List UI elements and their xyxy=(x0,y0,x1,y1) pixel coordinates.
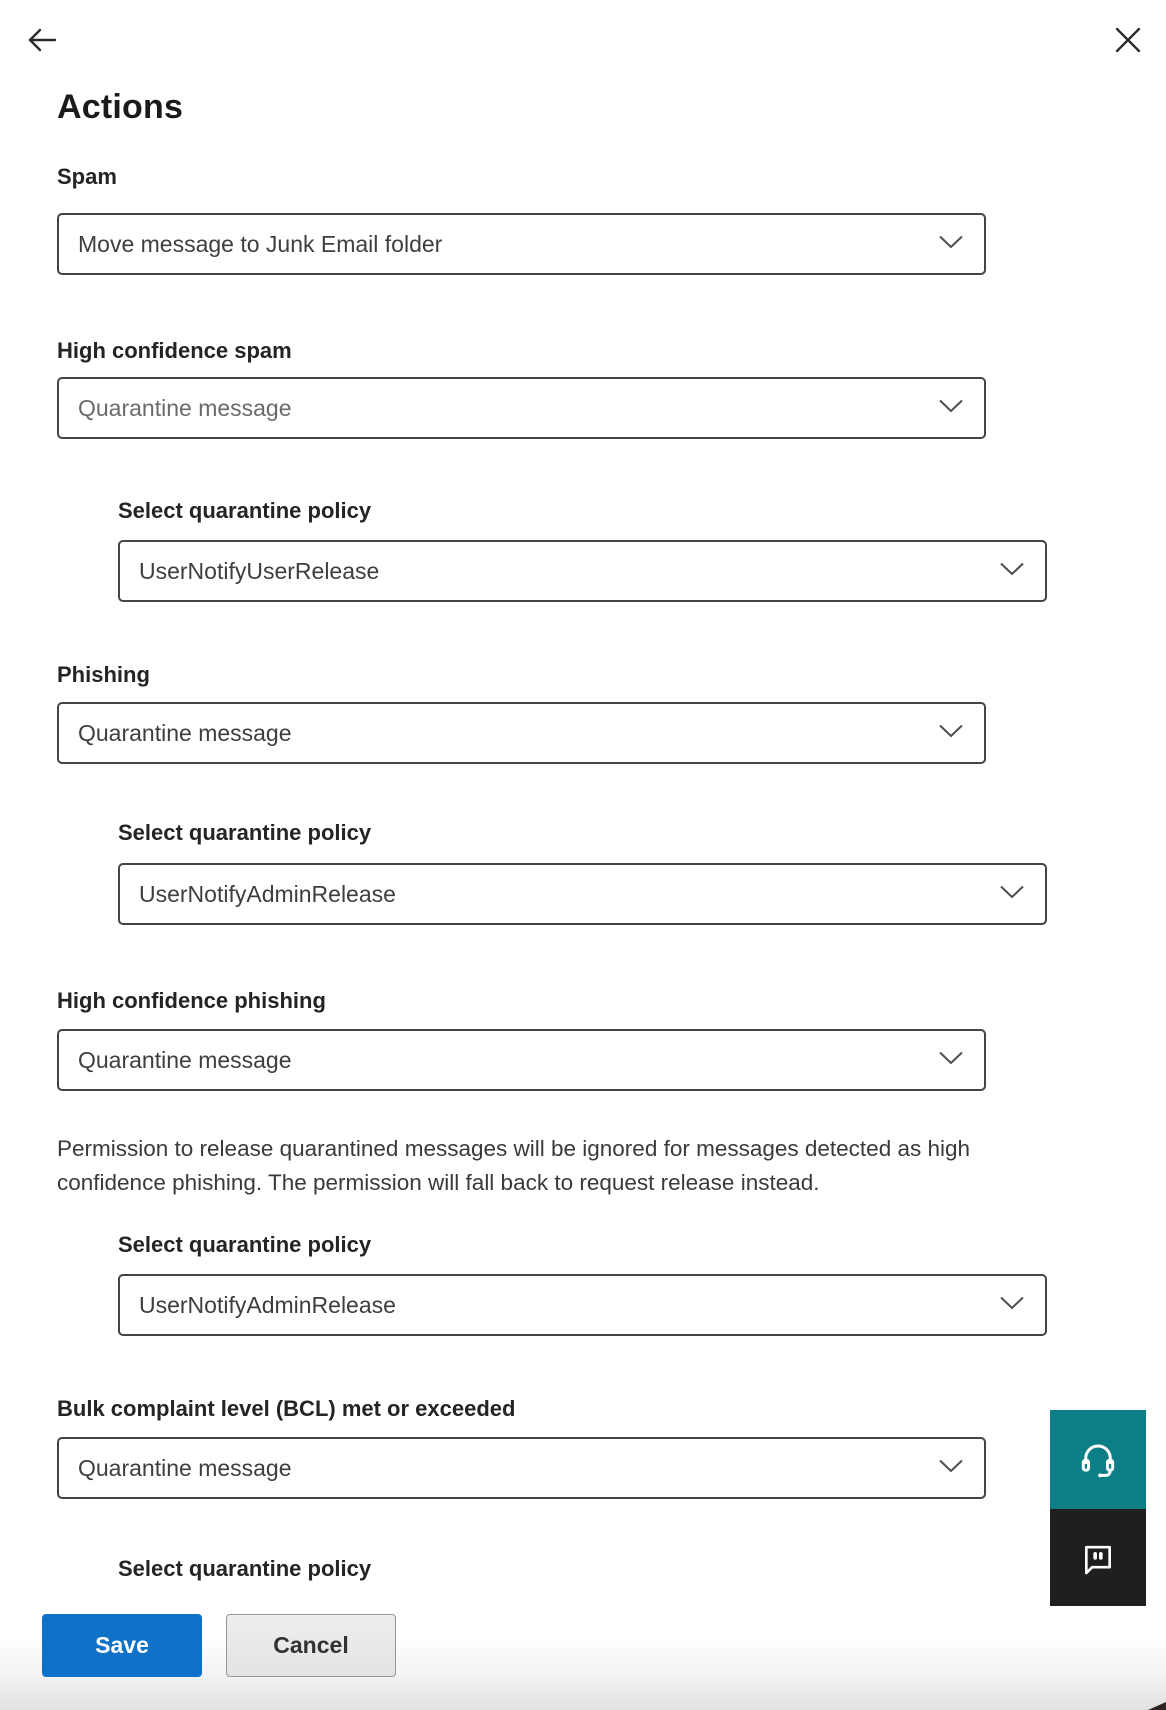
hcp-quarantine-policy-dropdown[interactable] xyxy=(118,1274,1047,1336)
chevron-down-icon xyxy=(999,1296,1025,1315)
back-arrow-icon xyxy=(24,22,60,58)
chevron-down-icon xyxy=(938,724,964,743)
phishing-quarantine-policy-dropdown[interactable] xyxy=(118,863,1047,925)
chevron-down-icon xyxy=(938,399,964,418)
chevron-down-icon xyxy=(999,885,1025,904)
hcp-quarantine-policy-label: Select quarantine policy xyxy=(118,1232,372,1257)
high-confidence-spam-dropdown[interactable] xyxy=(57,377,986,439)
hcs-quarantine-policy-dropdown[interactable] xyxy=(118,540,1047,602)
hcp-quarantine-policy-value: UserNotifyAdminRelease xyxy=(139,1291,396,1318)
support-button[interactable] xyxy=(1050,1410,1146,1509)
hcs-quarantine-policy-label: Select quarantine policy xyxy=(118,498,372,523)
hcs-quarantine-policy-value: UserNotifyUserRelease xyxy=(139,557,380,584)
hcp-permission-note: Permission to release quarantined messages will be ignored for messages detected as high confidence phishing. The permission will fall back to request release instead. xyxy=(57,1136,971,1195)
high-confidence-phishing-value: Quarantine message xyxy=(78,1046,292,1073)
cancel-button[interactable]: Cancel xyxy=(226,1614,396,1677)
close-button[interactable] xyxy=(1106,18,1150,62)
page-title: Actions xyxy=(57,88,184,126)
phishing-action-value: Quarantine message xyxy=(78,719,292,746)
footer-bar xyxy=(0,1584,1166,1710)
phishing-label: Phishing xyxy=(57,662,150,687)
close-icon xyxy=(1113,25,1143,55)
chevron-down-icon xyxy=(938,1051,964,1070)
phishing-action-dropdown[interactable] xyxy=(57,702,986,764)
bcl-quarantine-policy-label-clipped: Select quarantine policy xyxy=(118,1556,372,1581)
bcl-action-dropdown[interactable] xyxy=(57,1437,986,1499)
chevron-down-icon xyxy=(999,562,1025,581)
spam-action-value: Move message to Junk Email folder xyxy=(78,230,443,257)
phishing-quarantine-policy-value: UserNotifyAdminRelease xyxy=(139,880,396,907)
high-confidence-phishing-label: High confidence phishing xyxy=(57,988,326,1013)
high-confidence-spam-label: High confidence spam xyxy=(57,338,292,363)
high-confidence-spam-value: Quarantine message xyxy=(78,394,292,421)
chevron-down-icon xyxy=(938,1459,964,1478)
chevron-down-icon xyxy=(938,235,964,254)
bcl-action-value: Quarantine message xyxy=(78,1454,292,1481)
feedback-button[interactable] xyxy=(1050,1509,1146,1606)
back-button[interactable] xyxy=(20,18,64,62)
save-button[interactable]: Save xyxy=(42,1614,202,1677)
headset-icon xyxy=(1077,1439,1119,1481)
phishing-quarantine-policy-label: Select quarantine policy xyxy=(118,820,372,845)
feedback-chat-icon xyxy=(1078,1538,1118,1578)
spam-action-dropdown[interactable] xyxy=(57,213,986,275)
spam-label: Spam xyxy=(57,164,117,189)
bcl-label: Bulk complaint level (BCL) met or exceeded xyxy=(57,1396,516,1421)
high-confidence-phishing-dropdown[interactable] xyxy=(57,1029,986,1091)
